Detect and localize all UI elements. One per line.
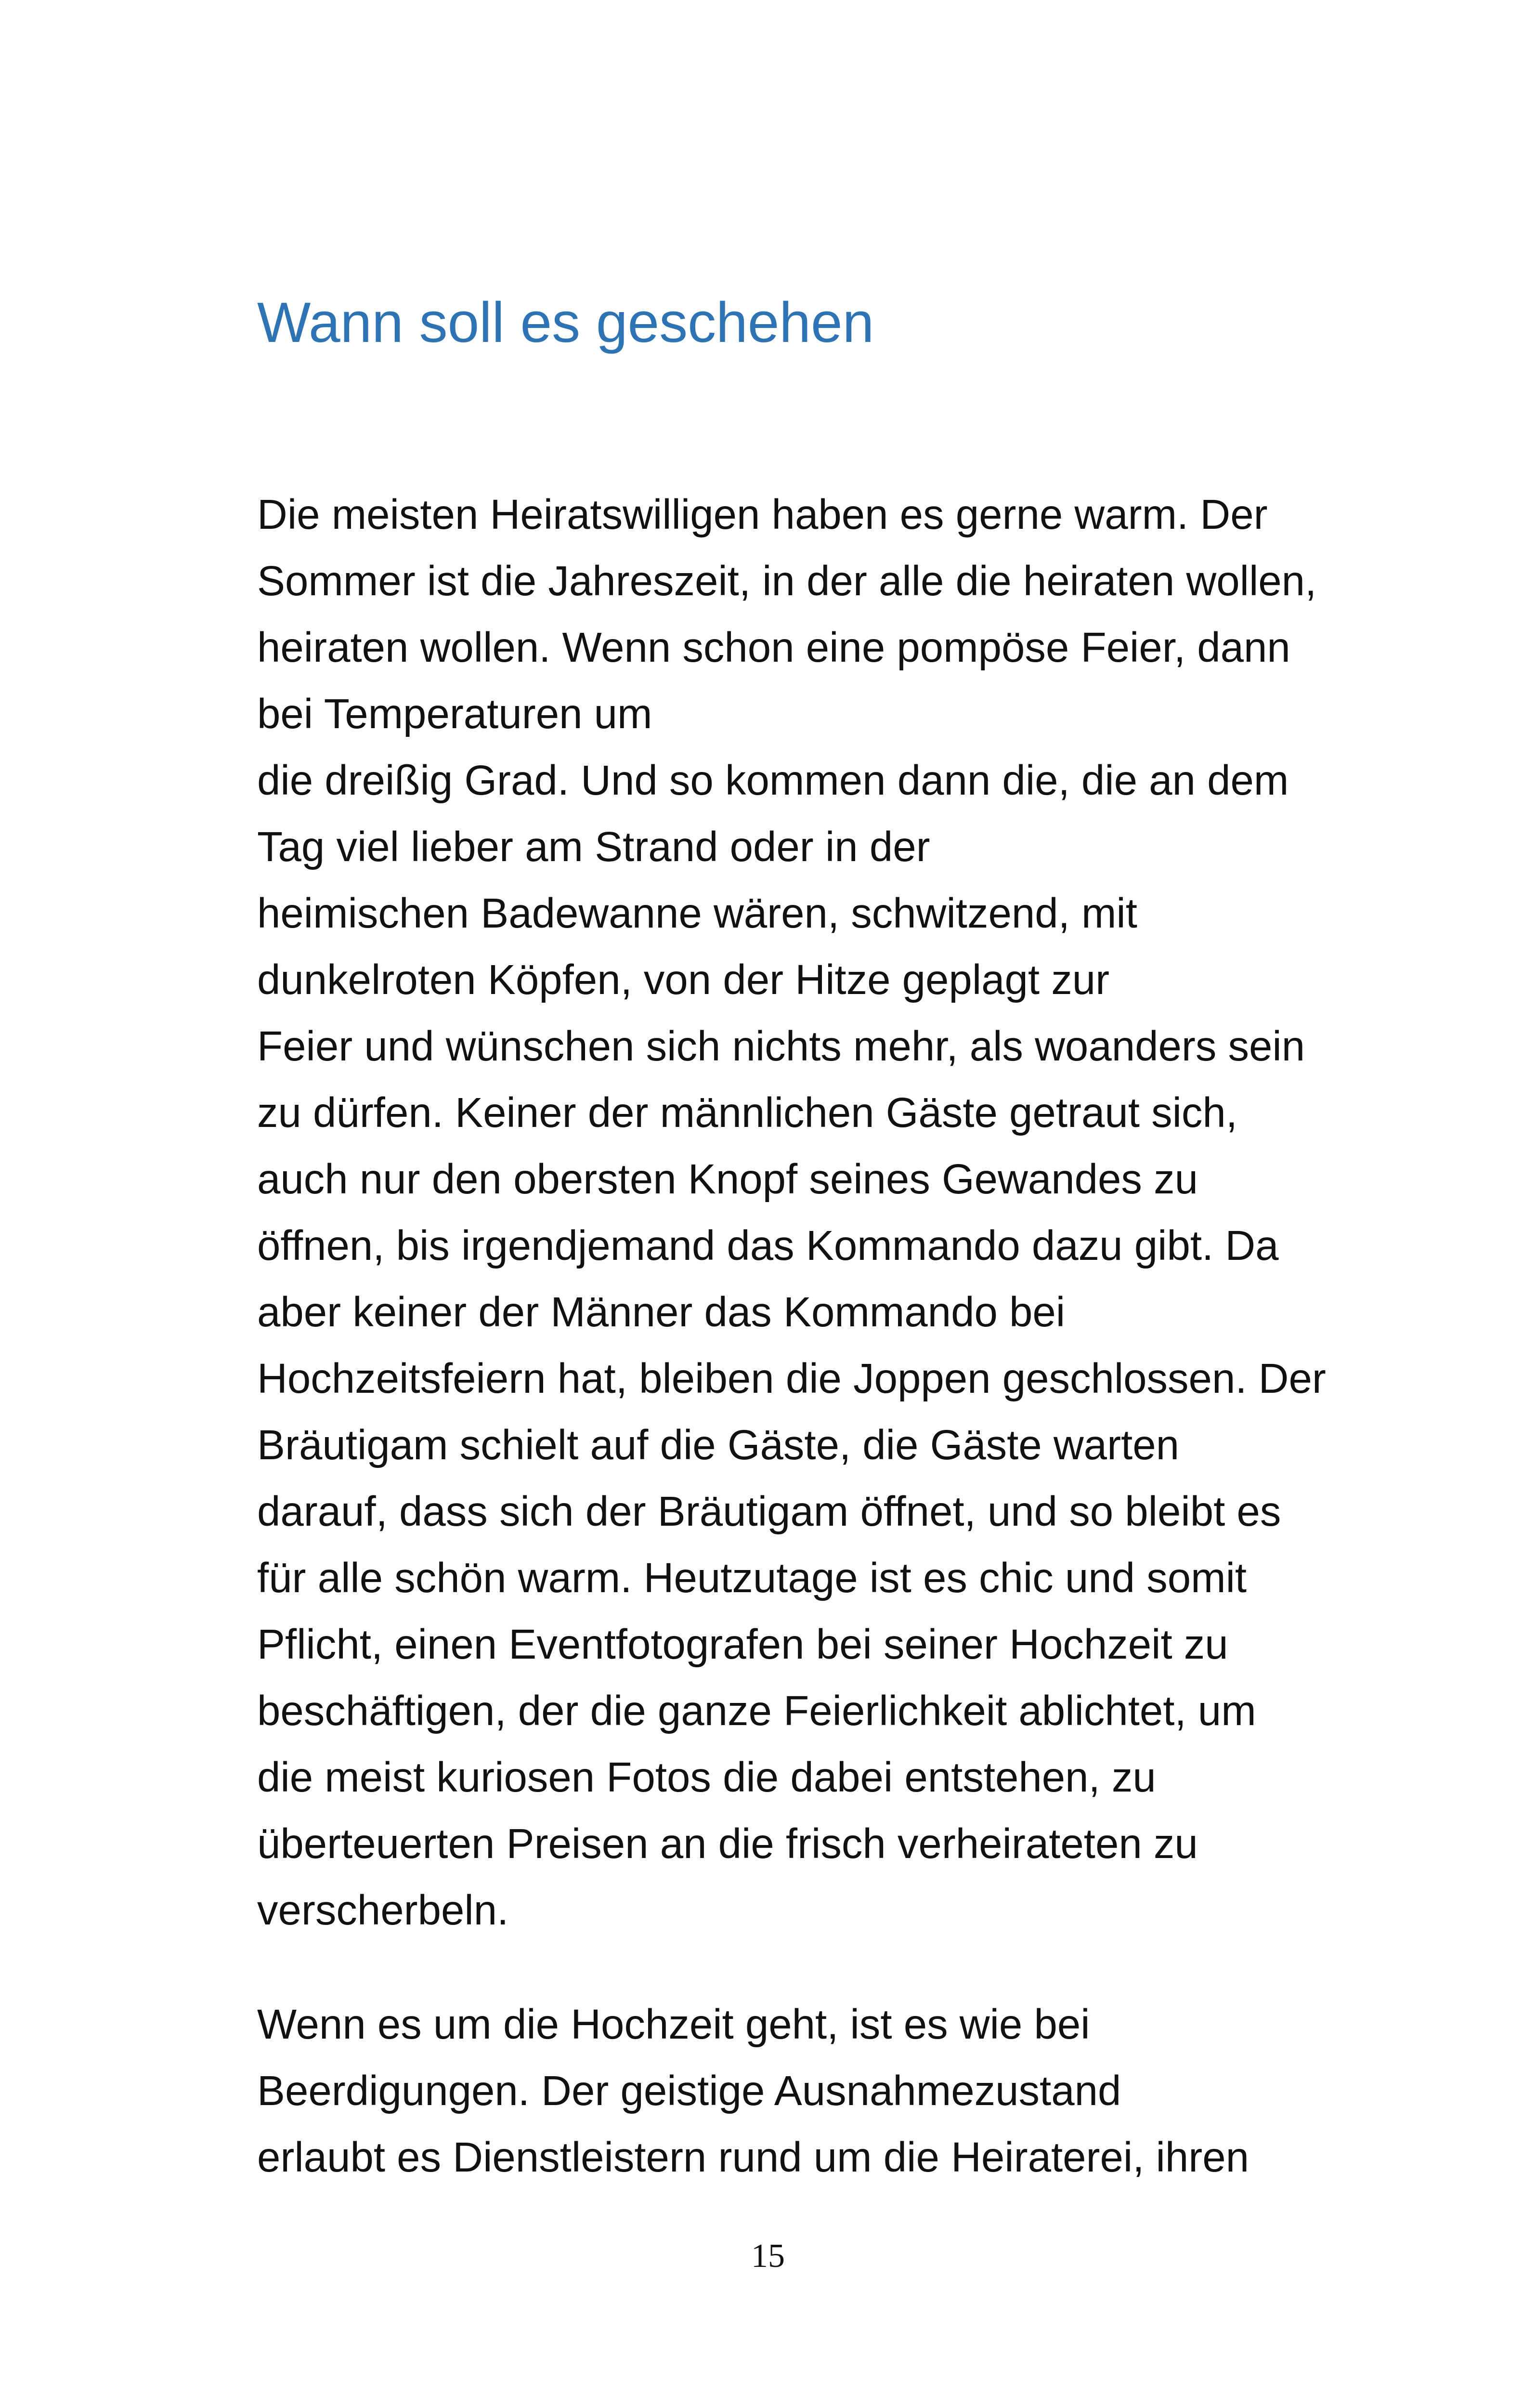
paragraph-1-text <box>257 482 1365 1944</box>
paragraph-line: zu dürfen. Keiner der männlichen Gäste getraut sich, <box>257 1089 1237 1136</box>
paragraph-line: für alle schön warm. Heutzutage ist es chic und somit <box>257 1555 1247 1601</box>
paragraph-line: beschäftigen, der die ganze Feierlichkeit ablichtet, um <box>257 1688 1256 1734</box>
paragraph-line: Beerdigungen. Der geistige Ausnahmezustand <box>257 2068 1121 2114</box>
page-number: 15 <box>751 2238 785 2275</box>
paragraph-line: dunkelroten Köpfen, von der Hitze geplagt zur <box>257 956 1110 1003</box>
paragraph-line: Die meisten Heiratswilligen haben es gerne warm. Der <box>257 491 1268 538</box>
paragraph-line: Pflicht, einen Eventfotografen bei seiner Hochzeit zu <box>257 1621 1228 1668</box>
paragraph-line: Wenn es um die Hochzeit geht, ist es wie bei <box>257 2001 1090 2048</box>
chapter-heading: Wann soll es geschehen <box>257 291 874 354</box>
paragraph-2 <box>257 1991 1365 2191</box>
paragraph-line: aber keiner der Männer das Kommando bei <box>257 1289 1066 1335</box>
paragraph-2-text <box>257 1991 1365 2191</box>
paragraph-line: erlaubt es Dienstleistern rund um die Heiraterei, ihren <box>257 2134 1250 2181</box>
paragraph-line: die dreißig Grad. Und so kommen dann die, die an dem <box>257 757 1289 804</box>
paragraph-line: darauf, dass sich der Bräutigam öffnet, und so bleibt es <box>257 1488 1281 1535</box>
paragraph-line: Bräutigam schielt auf die Gäste, die Gäste warten <box>257 1422 1179 1468</box>
paragraph-line: Sommer ist die Jahreszeit, in der alle die heiraten wollen, <box>257 558 1317 604</box>
paragraph-line: auch nur den obersten Knopf seines Gewandes zu <box>257 1156 1198 1203</box>
paragraph-line: Feier und wünschen sich nichts mehr, als woanders sein <box>257 1023 1305 1070</box>
paragraph-line: die meist kuriosen Fotos die dabei entstehen, zu <box>257 1754 1156 1801</box>
paragraph-line: heimischen Badewanne wären, schwitzend, mit <box>257 890 1137 937</box>
paragraph-line: bei Temperaturen um <box>257 691 652 737</box>
paragraph-line: überteuerten Preisen an die frisch verheirateten zu <box>257 1820 1198 1867</box>
paragraph-line: öffnen, bis irgendjemand das Kommando dazu gibt. Da <box>257 1222 1279 1269</box>
paragraph-line: Hochzeitsfeiern hat, bleiben die Joppen geschlossen. Der <box>257 1355 1326 1402</box>
paragraph-line: heiraten wollen. Wenn schon eine pompöse Feier, dann <box>257 624 1290 671</box>
paragraph-line: verscherbeln. <box>257 1887 509 1934</box>
paragraph-line: Tag viel lieber am Strand oder in der <box>257 824 930 870</box>
paragraph-1 <box>257 482 1365 1944</box>
